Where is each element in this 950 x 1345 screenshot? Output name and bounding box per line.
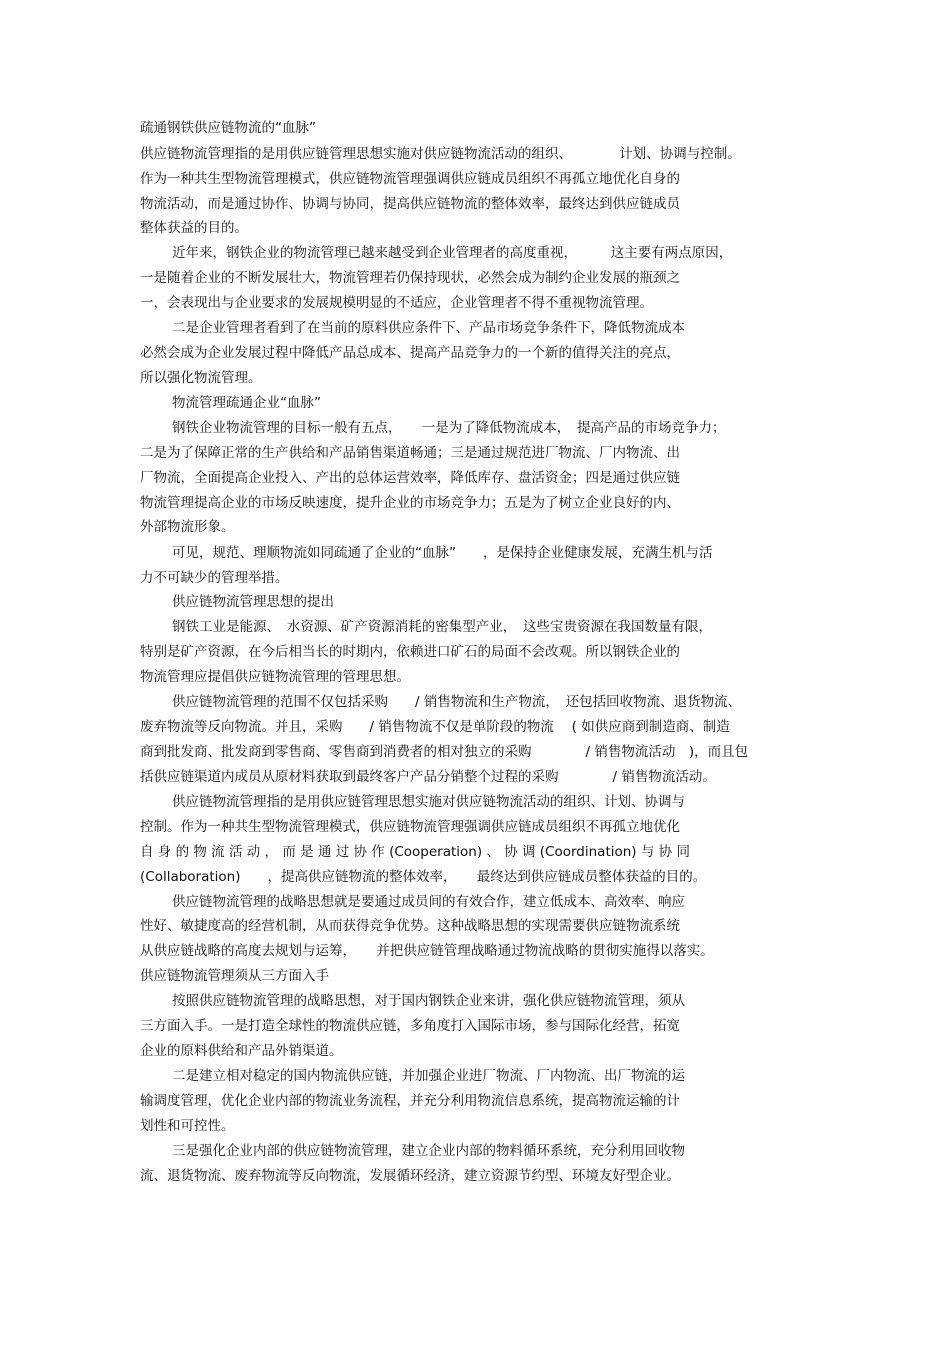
section-heading: 供应链物流管理思想的提出	[172, 594, 334, 610]
paragraph-line: 流、退货物流、废弃物流等反向物流，发展循环经济，建立资源节约型、环境友好型企业。	[140, 1168, 680, 1184]
paragraph-line: 必然会成为企业发展过程中降低产品总成本、提高产品竞争力的一个新的值得关注的亮点，	[140, 345, 680, 361]
paragraph-line: 二是建立相对稳定的国内物流供应链，并加强企业进厂物流、厂内物流、出厂物流的运	[172, 1068, 685, 1084]
paragraph-line: 物流活动，而是通过协作、协调与协同，提高供应链物流的整体效率，最终达到供应链成员	[140, 196, 680, 212]
paragraph-line: 可见，规范、理顺物流如同疏通了企业的“血脉” ，是保持企业健康发展，充满生机与活	[172, 545, 713, 561]
paragraph-line: 特别是矿产资源，在今后相当长的时期内，依赖进口矿石的局面不会改观。所以钢铁企业的	[140, 644, 680, 660]
paragraph-line: 二是企业管理者看到了在当前的原料供应条件下、产品市场竞争条件下，降低物流成本	[172, 320, 685, 336]
section-heading: 供应链物流管理须从三方面入手	[140, 968, 329, 984]
paragraph-line: 所以强化物流管理。	[140, 370, 262, 386]
paragraph-line: 作为一种共生型物流管理模式，供应链物流管理强调供应链成员组织不再孤立地优化自身的	[140, 171, 680, 187]
paragraph-line: 废弃物流等反向物流。并且，采购 / 销售物流不仅是单阶段的物流 ( 如供应商到制造商、制造	[140, 719, 730, 735]
paragraph-line: 近年来，钢铁企业的物流管理已越来越受到企业管理者的高度重视， 这主要有两点原因，	[172, 245, 733, 261]
paragraph-line: 钢铁工业是能源、 水资源、矿产资源消耗的密集型产业， 这些宝贵资源在我国数量有限，	[172, 619, 712, 635]
paragraph-line: 整体获益的目的。	[140, 220, 248, 236]
article-title: 疏通钢铁供应链物流的“血脉”	[140, 120, 316, 136]
paragraph-line: 商到批发商、批发商到零售商、零售商到消费者的相对独立的采购 / 销售物流活动 )，而且包	[140, 744, 749, 760]
paragraph-line: 物流管理提高企业的市场反映速度，提升企业的市场竞争力；五是为了树立企业良好的内、	[140, 495, 680, 511]
paragraph-line: 按照供应链物流管理的战略思想，对于国内钢铁企业来讲，强化供应链物流管理，须从	[172, 993, 685, 1009]
paragraph-line: 供应链物流管理的战略思想就是要通过成员间的有效合作，建立低成本、高效率、响应	[172, 894, 685, 910]
paragraph-line: 输调度管理，优化企业内部的物流业务流程，并充分利用物流信息系统，提高物流运输的计	[140, 1093, 680, 1109]
paragraph-line: 力不可缺少的管理举措。	[140, 570, 289, 586]
paragraph-line: 外部物流形象。	[140, 519, 235, 535]
section-heading: 物流管理疏通企业“血脉”	[172, 395, 321, 411]
paragraph-line: 三方面入手。一是打造全球性的物流供应链，多角度打入国际市场，参与国际化经营，拓宽	[140, 1018, 680, 1034]
paragraph-line: 厂物流，全面提高企业投入、产出的总体运营效率，降低库存、盘活资金；四是通过供应链	[140, 470, 680, 486]
paragraph-line: 供应链物流管理的范围不仅包括采购 / 销售物流和生产物流， 还包括回收物流、退货物流、	[172, 694, 742, 710]
paragraph-line: 企业的原料供给和产品外销渠道。	[140, 1043, 343, 1059]
paragraph-line: 一，会表现出与企业要求的发展规模明显的不适应，企业管理者不得不重视物流管理。	[140, 295, 653, 311]
paragraph-line: 自 身 的 物 流 活 动 ， 而 是 通 过 协 作 (Cooperation) 、 协 调 (Coordination) 与 协 同	[140, 844, 690, 860]
paragraph-line: 供应链物流管理指的是用供应链管理思想实施对供应链物流活动的组织、 计划、协调与控制。	[140, 146, 741, 162]
paragraph-line: 从供应链战略的高度去规划与运筹， 并把供应链管理战略通过物流战略的贯彻实施得以落实。	[140, 943, 714, 959]
paragraph-line: 一是随着企业的不断发展壮大，物流管理若仍保持现状，必然会成为制约企业发展的瓶颈之	[140, 270, 680, 286]
paragraph-line: 划性和可控性。	[140, 1118, 235, 1134]
paragraph-line: 物流管理应提倡供应链物流管理的管理思想。	[140, 669, 410, 685]
paragraph-line: 控制。作为一种共生型物流管理模式，供应链物流管理强调供应链成员组织不再孤立地优化	[140, 819, 680, 835]
paragraph-line: 钢铁企业物流管理的目标一般有五点， 一是为了降低物流成本， 提高产品的市场竞争力；	[172, 420, 726, 436]
paragraph-line: 性好、敏捷度高的经营机制，从而获得竞争优势。这种战略思想的实现需要供应链物流系统	[140, 918, 680, 934]
paragraph-line: 三是强化企业内部的供应链物流管理，建立企业内部的物料循环系统，充分利用回收物	[172, 1143, 685, 1159]
paragraph-line: 括供应链渠道内成员从原材料获取到最终客户产品分销整个过程的采购 / 销售物流活动。	[140, 769, 716, 785]
paragraph-line: (Collaboration) ，提高供应链物流的整体效率， 最终达到供应链成员整体获益的目的。	[140, 869, 707, 885]
paragraph-line: 供应链物流管理指的是用供应链管理思想实施对供应链物流活动的组织、计划、协调与	[172, 794, 685, 810]
paragraph-line: 二是为了保障正常的生产供给和产品销售渠道畅通；三是通过规范进厂物流、厂内物流、出	[140, 445, 680, 461]
